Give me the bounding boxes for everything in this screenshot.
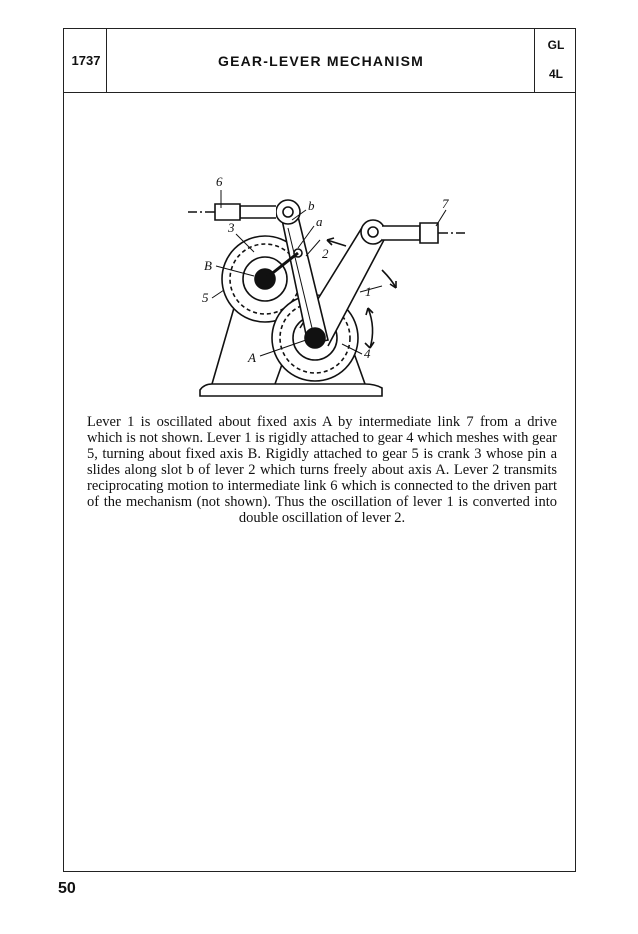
label-a: a [316,214,323,229]
label-7: 7 [442,196,449,211]
label-5: 5 [202,290,209,305]
base-plate [200,384,382,396]
link-7 [382,226,420,240]
page-title: GEAR-LEVER MECHANISM [217,53,424,69]
mechanism-diagram [120,168,490,408]
header-separator [64,92,575,93]
classification-code-top: GL [547,38,565,52]
label-A: A [248,350,256,365]
label-4: 4 [364,346,371,361]
axis-A [305,328,325,348]
page-number: 50 [58,880,76,897]
oscillation-arrow-gear-4 [368,308,373,348]
label-1: 1 [365,284,372,299]
header-divider-right [534,29,535,92]
header-divider-left [106,29,107,92]
classification-code-bottom: 4L [548,67,563,81]
label-2: 2 [322,246,329,261]
label-b: b [308,198,315,213]
label-B: B [204,258,212,273]
mechanism-description: Lever 1 is oscillated about fixed axis A by intermediate link 7 from a drive which is not shown. Lever 1 is rigidly attached to gear 4 which meshes with gear 5, turning about fixed axis B. Rigidly attached to gear 5 is crank 3 whose pin a slides along slot b of lever 2 which turns freely about axis A. Lever 2 transmits reciprocating motion to intermediate link 6 which is connected to the driven part of the mechanism (not shown). Thus the oscillation of lever 1 is converted into double oscillation of lever 2. [87,414,557,526]
label-3: 3 [228,220,235,235]
mechanism-number: 1737 [71,53,101,68]
oscillation-arrow-lever-1 [382,270,396,288]
link-6 [240,206,276,218]
label-6: 6 [216,174,223,189]
